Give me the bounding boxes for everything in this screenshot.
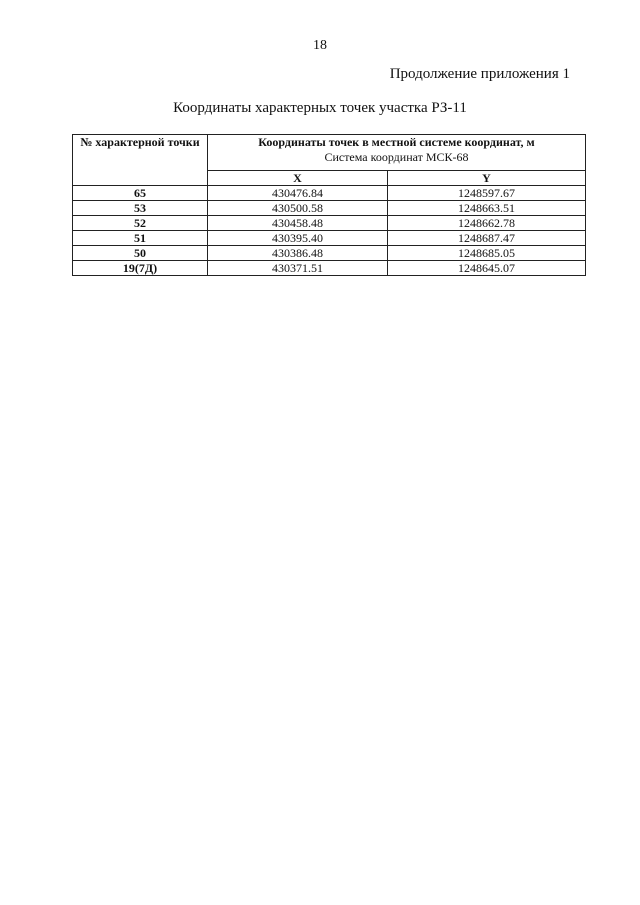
table-row xyxy=(73,216,586,231)
y-coordinate-cell: 1248597.67 xyxy=(387,186,585,201)
coordinates-header-title: Координаты точек в местной системе координат, м xyxy=(258,135,535,149)
x-coordinate-cell: 430371.51 xyxy=(208,261,388,276)
coordinates-header xyxy=(208,135,586,171)
x-column-header: X xyxy=(208,171,388,186)
point-number-cell: 52 xyxy=(73,216,208,231)
point-number-cell: 53 xyxy=(73,201,208,216)
point-number-cell: 51 xyxy=(73,231,208,246)
table-row xyxy=(73,261,586,276)
table-row xyxy=(73,201,586,216)
x-coordinate-cell: 430395.40 xyxy=(208,231,388,246)
x-coordinate-cell: 430386.48 xyxy=(208,246,388,261)
table-header-row xyxy=(73,135,586,171)
table-row xyxy=(73,246,586,261)
table-row xyxy=(73,186,586,201)
document-title: Координаты характерных точек участка РЗ-11 xyxy=(173,100,467,116)
point-number-header: № характерной точки xyxy=(73,135,208,186)
page-number: 18 xyxy=(313,38,327,53)
point-number-cell: 65 xyxy=(73,186,208,201)
y-coordinate-cell: 1248687.47 xyxy=(387,231,585,246)
y-coordinate-cell: 1248663.51 xyxy=(387,201,585,216)
x-coordinate-cell: 430500.58 xyxy=(208,201,388,216)
y-coordinate-cell: 1248685.05 xyxy=(387,246,585,261)
table-row xyxy=(73,231,586,246)
x-coordinate-cell: 430476.84 xyxy=(208,186,388,201)
y-coordinate-cell: 1248662.78 xyxy=(387,216,585,231)
coordinate-system-label: Система координат МСК-68 xyxy=(324,150,469,164)
coordinates-table xyxy=(72,134,586,276)
y-coordinate-cell: 1248645.07 xyxy=(387,261,585,276)
x-coordinate-cell: 430458.48 xyxy=(208,216,388,231)
appendix-continuation-label: Продолжение приложения 1 xyxy=(389,66,570,82)
point-number-cell: 50 xyxy=(73,246,208,261)
y-column-header: Y xyxy=(387,171,585,186)
point-number-cell: 19(7Д) xyxy=(73,261,208,276)
